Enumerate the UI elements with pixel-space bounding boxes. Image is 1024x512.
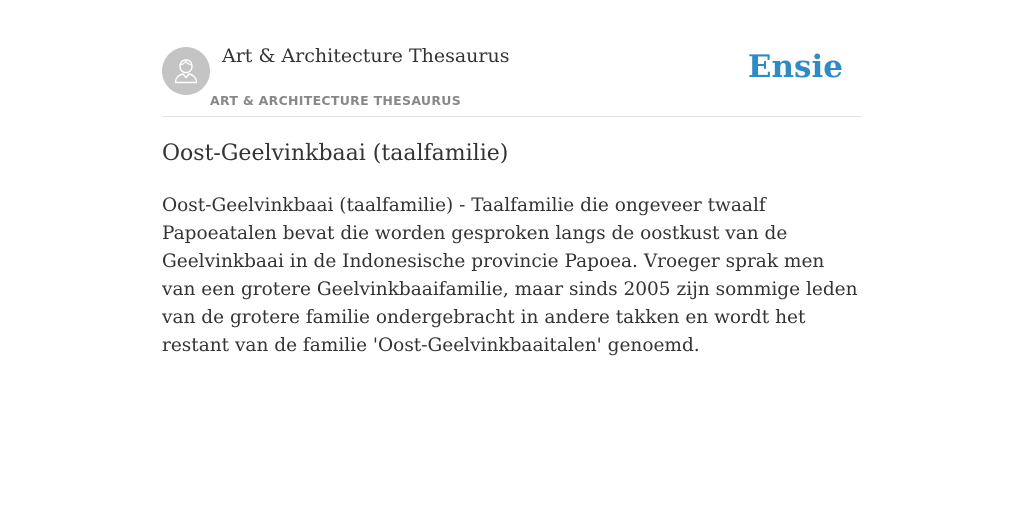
category-label[interactable]: ART & ARCHITECTURE THESAURUS — [210, 93, 462, 108]
page-title: Oost-Geelvinkbaai (taalfamilie) — [162, 141, 509, 166]
user-placeholder-icon — [172, 57, 200, 85]
article-header — [162, 0, 862, 117]
avatar[interactable] — [162, 47, 210, 95]
article-body: Oost-Geelvinkbaai (taalfamilie) - Taalfamilie die ongeveer twaalf Papoeatalen bevat die worden gesproken langs de oostkust van de Geelvinkbaai in de Indonesische provincie Papoea. Vroeger sprak men van een grotere Geelvinkbaaifamilie, maar sinds 2005 zijn sommige leden van de grotere familie ondergebracht in andere takken en wordt het restant van de familie 'Oost-Geelvinkbaaitalen' genoemd. — [162, 195, 858, 356]
ensie-logo[interactable]: Ensie — [747, 49, 843, 85]
article-page — [162, 0, 862, 356]
author-name[interactable]: Art & Architecture Thesaurus — [222, 45, 510, 67]
